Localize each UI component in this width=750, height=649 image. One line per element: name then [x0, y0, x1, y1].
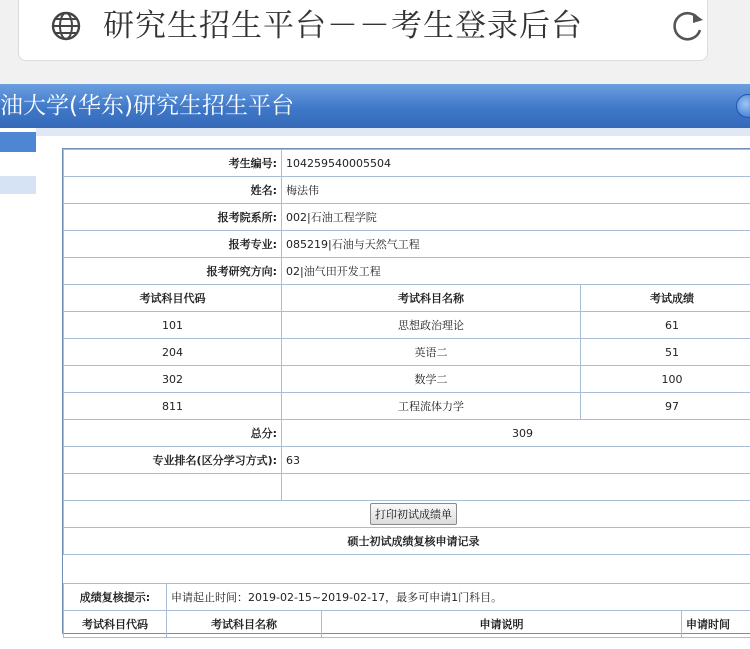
- info-row-exam-id: [64, 150, 750, 177]
- nav-item-selected[interactable]: [0, 176, 36, 194]
- rank-label: 专业排名(区分学习方式):: [64, 447, 282, 474]
- reload-icon[interactable]: [669, 8, 707, 44]
- empty-row: [64, 474, 750, 501]
- panel-top-strip: [36, 128, 750, 136]
- browser-page-title: 研究生招生平台－－考生登录后台: [103, 8, 583, 44]
- review-header-name: 考试科目名称: [167, 611, 322, 638]
- subject-name: 工程流体力学: [282, 393, 581, 420]
- review-hint-text: 申请起止时间：2019-02-15~2019-02-17，最多可申请1门科目。: [167, 584, 750, 611]
- total-row: [64, 420, 750, 447]
- score-table: [63, 149, 750, 555]
- print-score-button[interactable]: 打印初试成绩单: [370, 503, 457, 525]
- info-label: 报考院系所:: [64, 204, 282, 231]
- info-value: 085219|石油与天然气工程: [282, 231, 750, 258]
- print-row: [64, 501, 750, 528]
- total-value: 309: [282, 420, 750, 447]
- column-header-name: 考试科目名称: [282, 285, 581, 312]
- review-title-row: [64, 528, 750, 555]
- subject-score: 51: [581, 339, 750, 366]
- info-row-department: [64, 204, 750, 231]
- subject-name: 思想政治理论: [282, 312, 581, 339]
- nav-header: [0, 132, 36, 152]
- subject-name: 数学二: [282, 366, 581, 393]
- subject-score: 100: [581, 366, 750, 393]
- column-header-score: 考试成绩: [581, 285, 750, 312]
- rank-value: 63: [282, 447, 750, 474]
- main-panel: [36, 128, 750, 649]
- review-header-time: 申请时间: [682, 611, 750, 638]
- empty-cell: [282, 474, 750, 501]
- review-hint-row: [64, 584, 750, 611]
- info-value: 104259540005504: [282, 150, 750, 177]
- score-row: [64, 366, 750, 393]
- review-hint-label: 成绩复核提示:: [64, 584, 167, 611]
- column-header-code: 考试科目代码: [64, 285, 282, 312]
- browser-toolbar: [0, 0, 750, 84]
- subject-code: 204: [64, 339, 282, 366]
- subject-name: 英语二: [282, 339, 581, 366]
- score-header-row: [64, 285, 750, 312]
- info-row-name: [64, 177, 750, 204]
- print-cell: [64, 501, 750, 528]
- score-row: [64, 312, 750, 339]
- total-label: 总分:: [64, 420, 282, 447]
- info-label: 报考专业:: [64, 231, 282, 258]
- info-row-direction: [64, 258, 750, 285]
- info-value: 02|油气田开发工程: [282, 258, 750, 285]
- rank-row: [64, 447, 750, 474]
- subject-code: 302: [64, 366, 282, 393]
- info-label: 报考研究方向:: [64, 258, 282, 285]
- review-header-code: 考试科目代码: [64, 611, 167, 638]
- review-header-row: [64, 611, 750, 638]
- info-value: 梅法伟: [282, 177, 750, 204]
- subject-score: 97: [581, 393, 750, 420]
- empty-cell: [64, 474, 282, 501]
- review-section-title: 硕士初试成绩复核申请记录: [64, 528, 750, 555]
- score-row: [64, 339, 750, 366]
- subject-score: 61: [581, 312, 750, 339]
- info-row-major: [64, 231, 750, 258]
- subject-code: 101: [64, 312, 282, 339]
- score-row: [64, 393, 750, 420]
- info-label: 考生编号:: [64, 150, 282, 177]
- left-nav: [0, 128, 37, 649]
- score-report: [62, 148, 750, 634]
- address-bar[interactable]: [18, 0, 708, 61]
- review-table: [63, 583, 750, 638]
- header-menu-button[interactable]: [736, 94, 750, 118]
- info-value: 002|石油工程学院: [282, 204, 750, 231]
- info-label: 姓名:: [64, 177, 282, 204]
- review-header-note: 申请说明: [322, 611, 682, 638]
- site-header: [0, 84, 750, 128]
- site-title: 油大学(华东)研究生招生平台: [0, 93, 294, 119]
- globe-icon: [50, 10, 82, 42]
- subject-code: 811: [64, 393, 282, 420]
